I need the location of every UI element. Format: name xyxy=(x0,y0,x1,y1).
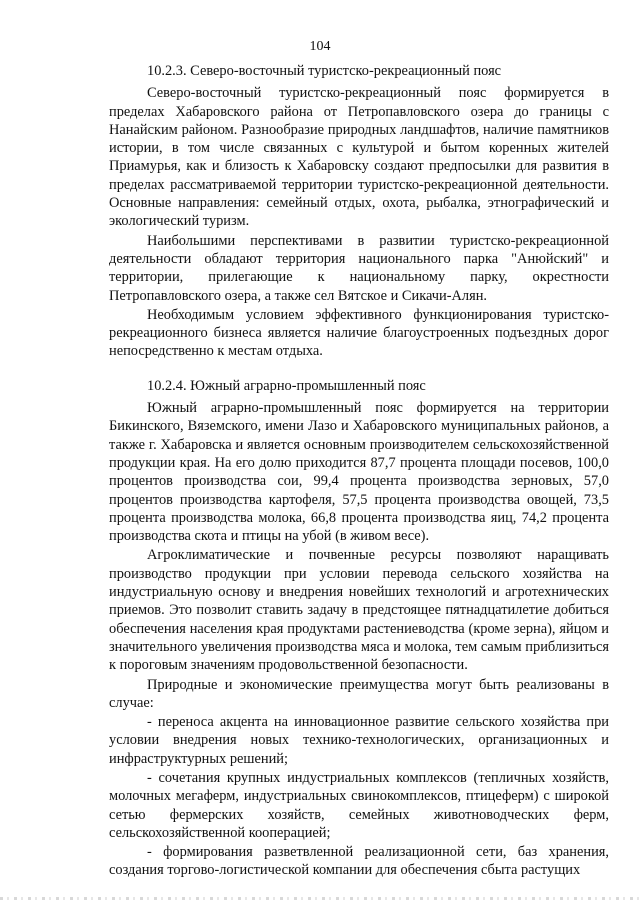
list-item: - переноса акцента на инновационное развитие сельского хозяйства при условии внедрения новых технико-технологических, организационных и инфраструктурных решений; xyxy=(109,714,609,767)
page-body xyxy=(109,62,609,880)
paragraph: Агроклиматические и почвенные ресурсы позволяют наращивать производство продукции при условии перевода сельского хозяйства на индустриальную основу и внедрения новейших технологий и агротехнических приемов. Это позволит ставить задачу в предстоящее пятнадцатилетие добиться обеспечения населения края продуктами растениеводства (кроме зерна), яйцом и значительного увеличения производства мяса и молока, тем самым приблизиться к пороговым значениям продовольственной безопасности. xyxy=(109,547,609,674)
page-number: 104 xyxy=(309,39,331,54)
paragraph: Природные и экономические преимущества могут быть реализованы в случае: xyxy=(109,676,609,711)
paragraph: Южный аграрно-промышленный пояс формируется на территории Бикинского, Вяземского, имени Лазо и Хабаровского муниципальных районов, а также г. Хабаровска и является основным производителем сельскохозяйственной продукции края. На его долю приходится 87,7 процента площади посевов, 100,0 процентов производства сои, 99,4 процента производства зерновых, 57,0 процентов производства картофеля, 57,5 процента производства овощей, 73,5 процента производства молока, 66,8 процента производства яиц, 74,2 процента производства скота и птицы на убой (в живом весе). xyxy=(109,400,609,545)
paragraph: Наибольшими перспективами в развитии туристско-рекреационной деятельности обладают территория национального парка "Анюйский" и территории, прилегающие к национальному парку, окрестности Петропавловского озера, а также сел Вятское и Сикачи-Алян. xyxy=(109,232,609,304)
paragraph: Необходимым условием эффективного функционирования туристско-рекреационного бизнеса является наличие благоустроенных подъездных дорог непосредственно к местам отдыха. xyxy=(109,306,609,360)
list-item: - формирования разветвленной реализационной сети, баз хранения, создания торгово-логистической компании для обеспечения сбыта растущих xyxy=(109,844,609,879)
scan-artifact-divider xyxy=(0,897,640,900)
section-heading: 10.2.4. Южный аграрно-промышленный пояс xyxy=(147,377,426,394)
list-item: - сочетания крупных индустриальных комплексов (тепличных хозяйств, молочных мегаферм, индустриальных свинокомплексов, птицеферм) с широкой сетью фермерских хозяйств, семейных животноводческих ферм, сельскохозяйственной кооперацией; xyxy=(109,769,609,841)
section-heading: 10.2.3. Северо-восточный туристско-рекреационный пояс xyxy=(147,63,502,79)
paragraph: Северо-восточный туристско-рекреационный пояс формируется в пределах Хабаровского района от Петропавловского озера до границы с Нанайским районом. Разнообразие природных ландшафтов, наличие памятников истории, в том числе связанных с культурой и бытом коренных жителей Приамурья, как и близость к Хабаровску создают предпосылки для развития в пределах рассматриваемой территории туристско-рекреационной деятельности. Основные направления: семейный отдых, охота, рыбалка, этнографический и экологический туризм. xyxy=(109,85,609,230)
